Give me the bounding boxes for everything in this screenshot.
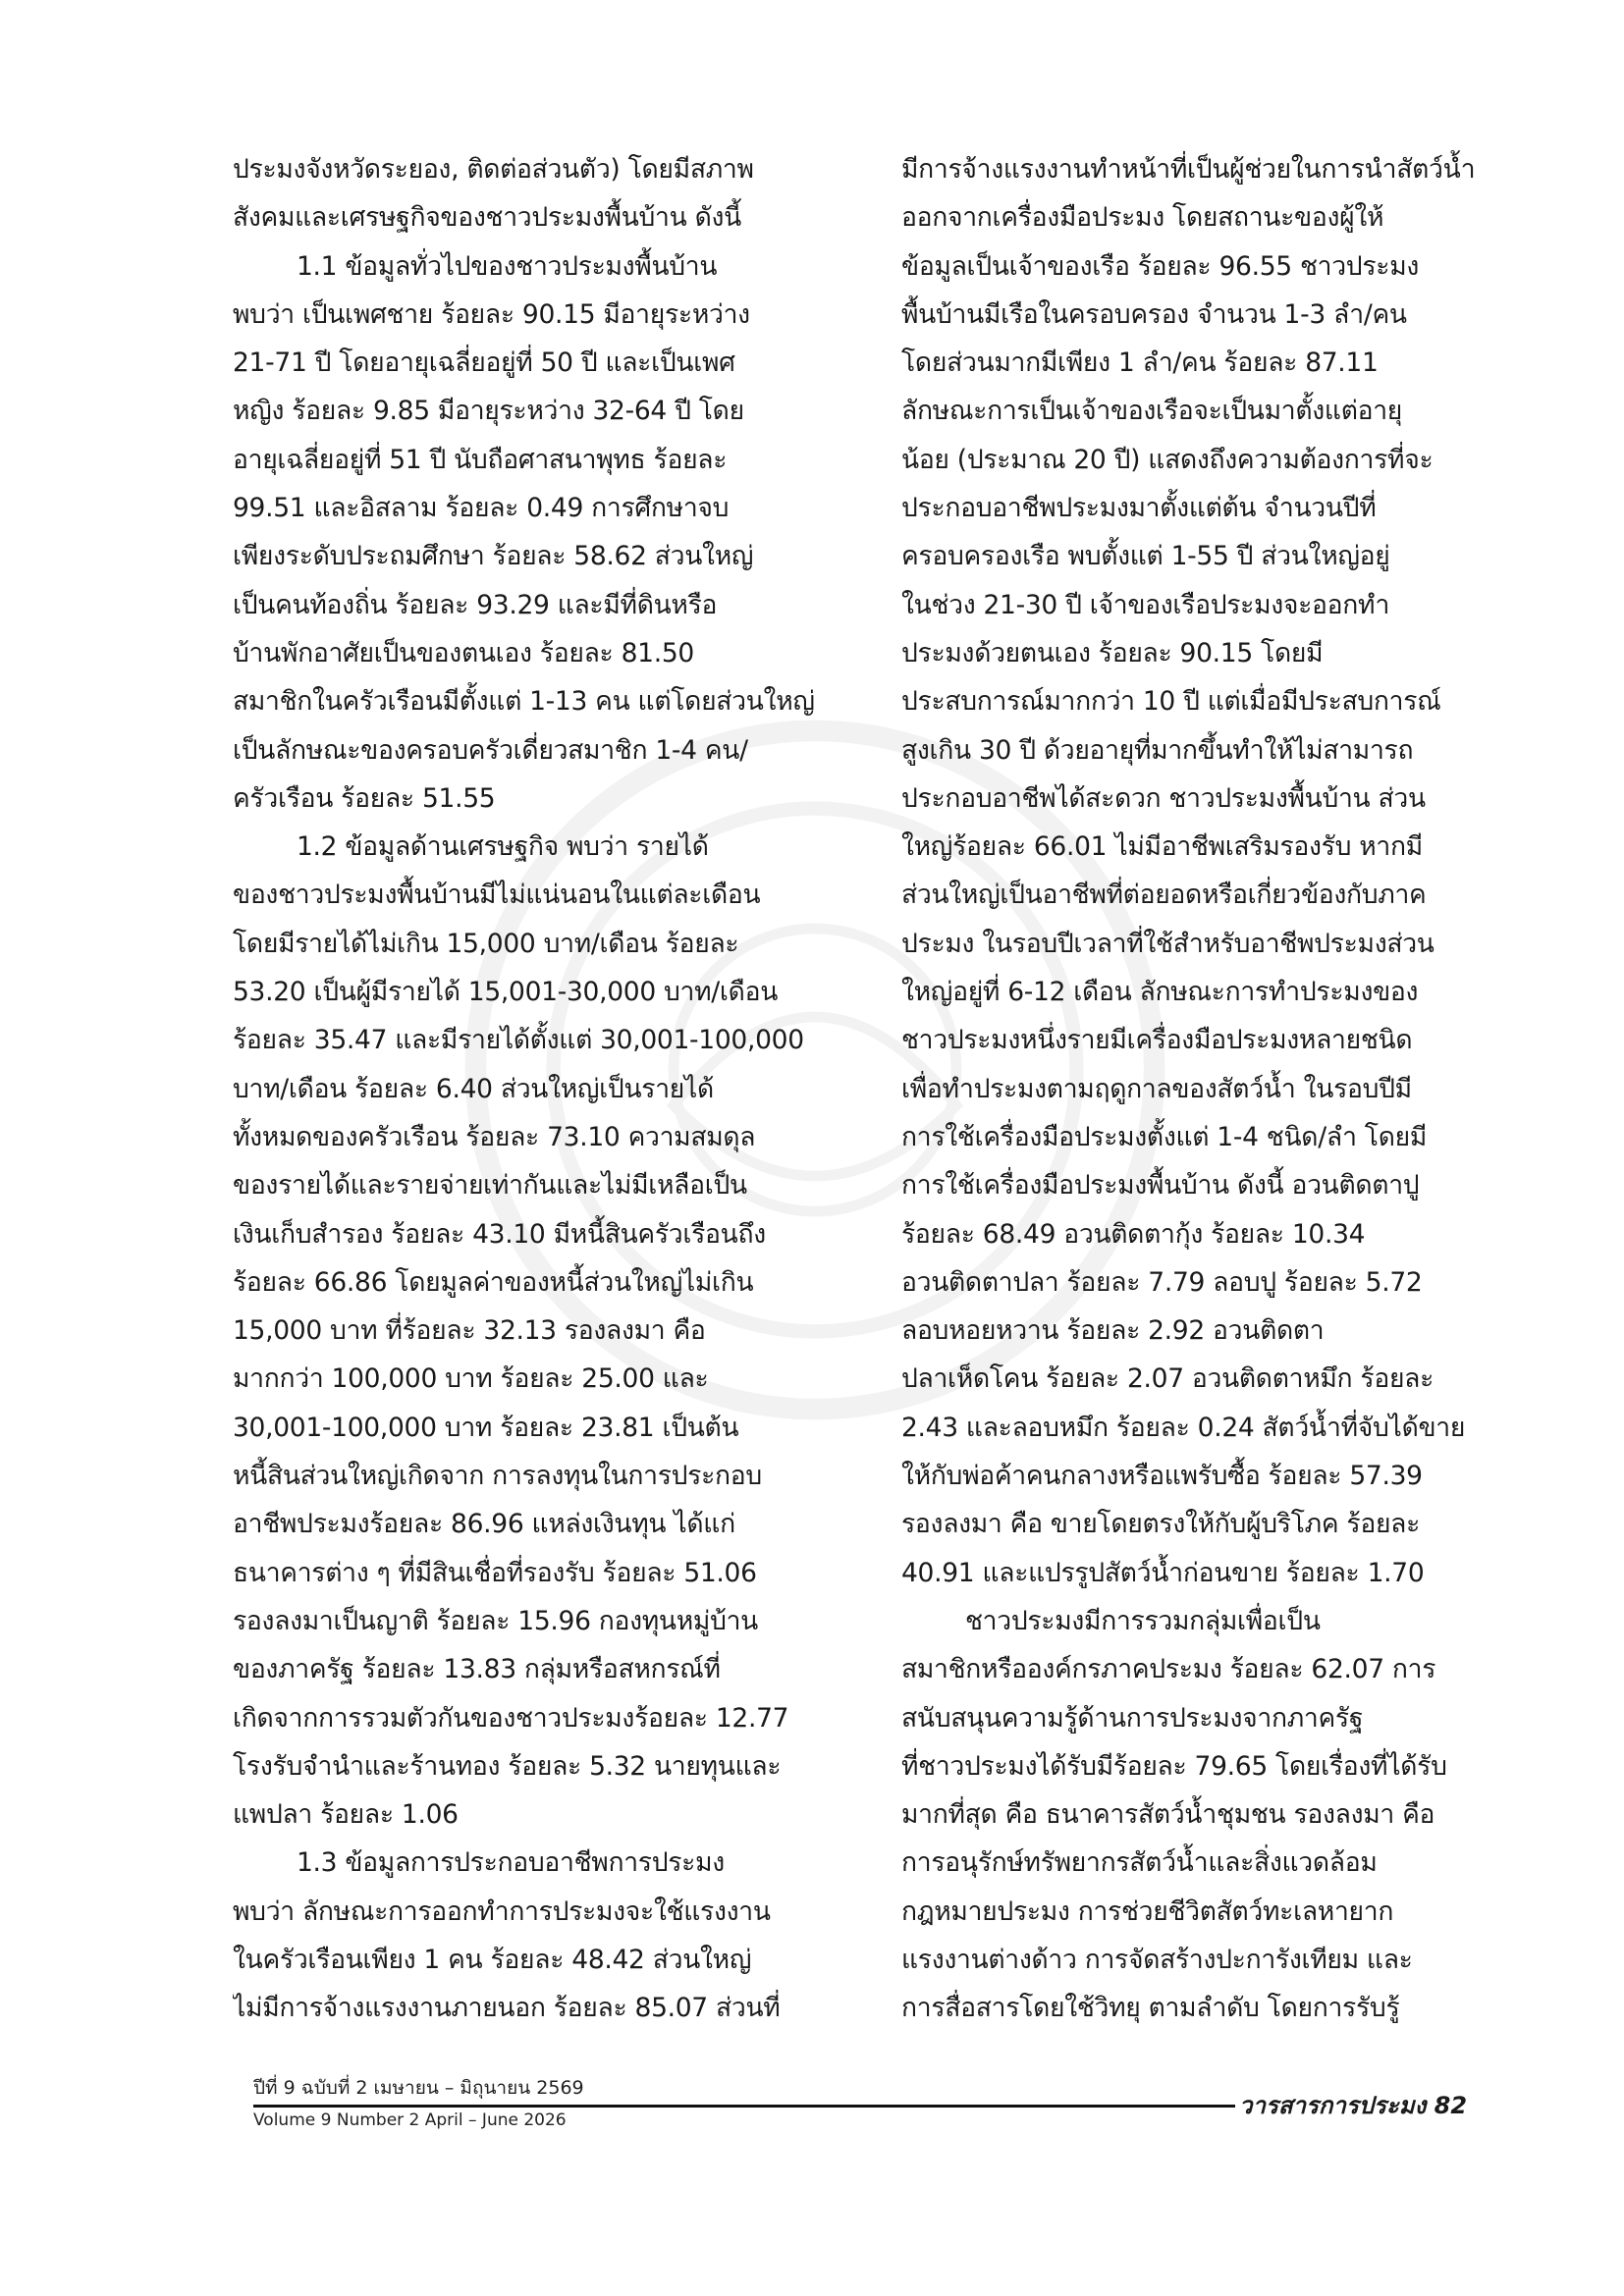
- text-line: ลอบหอยหวาน ร้อยละ 2.92 อวนติดตา: [901, 1315, 1325, 1347]
- text-line: การใช้เครื่องมือประมงตั้งแต่ 1-4 ชนิด/ลำ โดยมี: [901, 1121, 1428, 1152]
- text-line: รองลงมา คือ ขายโดยตรงให้กับผู้บริโภค ร้อยละ: [901, 1509, 1421, 1540]
- text-line: 15,000 บาท ที่ร้อยละ 32.13 รองลงมา คือ: [233, 1315, 706, 1347]
- text-line: ของภาครัฐ ร้อยละ 13.83 กลุ่มหรือสหกรณ์ที่: [233, 1654, 721, 1685]
- text-line: ออกจากเครื่องมือประมง โดยสถานะของผู้ให้: [901, 202, 1384, 234]
- text-line: ประกอบอาชีพประมงมาตั้งแต่ต้น จำนวนปีที่: [901, 493, 1377, 524]
- text-line: เกิดจากการรวมตัวกันของชาวประมงร้อยละ 12.77: [233, 1702, 789, 1734]
- text-line: โดยมีรายได้ไม่เกิน 15,000 บาท/เดือน ร้อยละ: [233, 928, 739, 959]
- text-line: ปลาเห็ดโคน ร้อยละ 2.07 อวนติดตาหมึก ร้อยละ: [901, 1363, 1435, 1395]
- text-line: ของชาวประมงพื้นบ้านมีไม่แน่นอนในแต่ละเดือน: [233, 880, 761, 911]
- text-line: กฎหมายประมง การช่วยชีวิตสัตว์ทะเลหายาก: [901, 1896, 1394, 1927]
- text-line: เป็นลักษณะของครอบครัวเดี่ยวสมาชิก 1-4 คน/: [233, 734, 748, 766]
- text-line: บ้านพักอาศัยเป็นของตนเอง ร้อยละ 81.50: [233, 637, 694, 668]
- text-line: เพียงระดับประถมศึกษา ร้อยละ 58.62 ส่วนใหญ่: [233, 541, 754, 572]
- text-line: โดยส่วนมากมีเพียง 1 ลำ/คน ร้อยละ 87.11: [901, 347, 1379, 379]
- text-line: แพปลา ร้อยละ 1.06: [233, 1799, 459, 1831]
- text-line: การสื่อสารโดยใช้วิทยุ ตามลำดับ โดยการรับรู้: [901, 1993, 1400, 2024]
- text-line: มีการจ้างแรงงานทำหน้าที่เป็นผู้ช่วยในการนำสัตว์น้ำ: [901, 154, 1476, 185]
- text-line: ที่ชาวประมงได้รับมีร้อยละ 79.65 โดยเรื่องที่ได้รับ: [901, 1750, 1447, 1782]
- text-line: อายุเฉลี่ยอยู่ที่ 51 ปี นับถือศาสนาพุทธ ร้อยละ: [233, 444, 728, 475]
- text-line: ใหญ่อยู่ที่ 6-12 เดือน ลักษณะการทำประมงของ: [901, 977, 1419, 1008]
- text-line: 1.3 ข้อมูลการประกอบอาชีพการประมง: [233, 1847, 725, 1879]
- text-line: 1.2 ข้อมูลด้านเศรษฐกิจ พบว่า รายได้: [233, 831, 709, 863]
- text-line: ของรายได้และรายจ่ายเท่ากันและไม่มีเหลือเป็น: [233, 1170, 747, 1201]
- text-line: 21-71 ปี โดยอายุเฉลี่ยอยู่ที่ 50 ปี และเป็นเพศ: [233, 347, 735, 379]
- text-line: สนับสนุนความรู้ด้านการประมงจากภาครัฐ: [901, 1702, 1364, 1734]
- text-line: ชาวประมงมีการรวมกลุ่มเพื่อเป็น: [901, 1605, 1321, 1636]
- text-line: ใหญ่ร้อยละ 66.01 ไม่มีอาชีพเสริมรองรับ หากมี: [901, 831, 1423, 863]
- text-line: รองลงมาเป็นญาติ ร้อยละ 15.96 กองทุนหมู่บ้าน: [233, 1605, 758, 1636]
- text-line: เพื่อทำประมงตามฤดูกาลของสัตว์น้ำ ในรอบปีมี: [901, 1073, 1412, 1104]
- text-line: การอนุรักษ์ทรัพยากรสัตว์น้ำและสิ่งแวดล้อม: [901, 1847, 1378, 1879]
- text-line: บาท/เดือน ร้อยละ 6.40 ส่วนใหญ่เป็นรายได้: [233, 1073, 714, 1104]
- text-line: ประมงด้วยตนเอง ร้อยละ 90.15 โดยมี: [901, 637, 1324, 668]
- text-line: อวนติดตาปลา ร้อยละ 7.79 ลอบปู ร้อยละ 5.72: [901, 1266, 1423, 1298]
- text-line: ครัวเรือน ร้อยละ 51.55: [233, 782, 496, 814]
- text-line: 2.43 และลอบหมึก ร้อยละ 0.24 สัตว์น้ำที่จับได้ขาย: [901, 1412, 1466, 1443]
- footer-issue-thai: ปีที่ 9 ฉบับที่ 2 เมษายน – มิถุนายน 2569: [253, 2077, 584, 2099]
- text-line: ประกอบอาชีพได้สะดวก ชาวประมงพื้นบ้าน ส่วน: [901, 782, 1426, 814]
- text-line: เงินเก็บสำรอง ร้อยละ 43.10 มีหนี้สินครัวเรือนถึง: [233, 1218, 766, 1250]
- text-line: ไม่มีการจ้างแรงงานภายนอก ร้อยละ 85.07 ส่วนที่: [233, 1993, 781, 2024]
- text-line: เป็นคนท้องถิ่น ร้อยละ 93.29 และมีที่ดินหรือ: [233, 589, 718, 620]
- text-line: ลักษณะการเป็นเจ้าของเรือจะเป็นมาตั้งแต่อายุ: [901, 396, 1403, 427]
- text-line: ทั้งหมดของครัวเรือน ร้อยละ 73.10 ความสมดุล: [233, 1121, 756, 1152]
- text-line: พบว่า เป็นเพศชาย ร้อยละ 90.15 มีอายุระหว่าง: [233, 298, 750, 330]
- text-line: สมาชิกหรือองค์กรภาคประมง ร้อยละ 62.07 การ: [901, 1654, 1436, 1685]
- text-line: ร้อยละ 68.49 อวนติดตากุ้ง ร้อยละ 10.34: [901, 1218, 1366, 1250]
- text-line: ร้อยละ 35.47 และมีรายได้ตั้งแต่ 30,001-100,000: [233, 1025, 804, 1056]
- text-line: การใช้เครื่องมือประมงพื้นบ้าน ดังนี้ อวนติดตาปู: [901, 1170, 1420, 1201]
- text-line: 40.91 และแปรรูปสัตว์น้ำก่อนขาย ร้อยละ 1.70: [901, 1557, 1425, 1588]
- text-line: ชาวประมงหนึ่งรายมีเครื่องมือประมงหลายชนิด: [901, 1025, 1413, 1056]
- right-text-column: [901, 145, 1487, 2033]
- text-line: พบว่า ลักษณะการออกทำการประมงจะใช้แรงงาน: [233, 1896, 771, 1927]
- text-line: พื้นบ้านมีเรือในครอบครอง จำนวน 1-3 ลำ/คน: [901, 298, 1407, 330]
- footer-rule: [253, 2105, 1235, 2108]
- text-line: มากที่สุด คือ ธนาคารสัตว์น้ำชุมชน รองลงมา คือ: [901, 1799, 1435, 1831]
- text-line: ในครัวเรือนเพียง 1 คน ร้อยละ 48.42 ส่วนใหญ่: [233, 1944, 752, 1975]
- text-line: ประมง ในรอบปีเวลาที่ใช้สำหรับอาชีพประมงส่วน: [901, 928, 1435, 959]
- text-line: สูงเกิน 30 ปี ด้วยอายุที่มากขึ้นทำให้ไม่สามารถ: [901, 734, 1414, 766]
- text-line: 30,001-100,000 บาท ร้อยละ 23.81 เป็นต้น: [233, 1412, 739, 1443]
- footer-journal-page: วารสารการประมง 82: [1239, 2092, 1468, 2119]
- text-line: สมาชิกในครัวเรือนมีตั้งแต่ 1-13 คน แต่โดยส่วนใหญ่: [233, 686, 815, 718]
- text-line: หญิง ร้อยละ 9.85 มีอายุระหว่าง 32-64 ปี โดย: [233, 396, 744, 427]
- text-line: ครอบครองเรือ พบตั้งแต่ 1-55 ปี ส่วนใหญ่อยู่: [901, 541, 1390, 572]
- left-text-column: [233, 145, 818, 2033]
- text-line: ร้อยละ 66.86 โดยมูลค่าของหนี้ส่วนใหญ่ไม่เกิน: [233, 1266, 754, 1298]
- text-line: ในช่วง 21-30 ปี เจ้าของเรือประมงจะออกทำ: [901, 589, 1390, 620]
- text-line: อาชีพประมงร้อยละ 86.96 แหล่งเงินทุน ได้แก่: [233, 1509, 735, 1540]
- text-line: ข้อมูลเป็นเจ้าของเรือ ร้อยละ 96.55 ชาวประมง: [901, 250, 1420, 282]
- text-line: มากกว่า 100,000 บาท ร้อยละ 25.00 และ: [233, 1363, 709, 1395]
- text-line: ประสบการณ์มากกว่า 10 ปี แต่เมื่อมีประสบการณ์: [901, 686, 1441, 718]
- text-line: ให้กับพ่อค้าคนกลางหรือแพรับซื้อ ร้อยละ 57.39: [901, 1461, 1423, 1492]
- text-line: ประมงจังหวัดระยอง, ติดต่อส่วนตัว) โดยมีสภาพ: [233, 154, 754, 185]
- text-line: 1.1 ข้อมูลทั่วไปของชาวประมงพื้นบ้าน: [233, 250, 718, 282]
- text-line: โรงรับจำนำและร้านทอง ร้อยละ 5.32 นายทุนและ: [233, 1750, 782, 1782]
- text-line: แรงงานต่างด้าว การจัดสร้างปะการังเทียม และ: [901, 1944, 1413, 1975]
- text-line: ธนาคารต่าง ๆ ที่มีสินเชื่อที่รองรับ ร้อยละ 51.06: [233, 1557, 757, 1588]
- text-line: 53.20 เป็นผู้มีรายได้ 15,001-30,000 บาท/เดือน: [233, 977, 779, 1008]
- footer-issue-english: Volume 9 Number 2 April – June 2026: [253, 2110, 567, 2130]
- text-line: ส่วนใหญ่เป็นอาชีพที่ต่อยอดหรือเกี่ยวข้องกับภาค: [901, 880, 1427, 911]
- text-line: 99.51 และอิสลาม ร้อยละ 0.49 การศึกษาจบ: [233, 493, 730, 524]
- text-line: หนี้สินส่วนใหญ่เกิดจาก การลงทุนในการประกอบ: [233, 1461, 762, 1492]
- text-line: สังคมและเศรษฐกิจของชาวประมงพื้นบ้าน ดังนี้: [233, 202, 741, 234]
- text-line: น้อย (ประมาณ 20 ปี) แสดงถึงความต้องการที่จะ: [901, 444, 1434, 475]
